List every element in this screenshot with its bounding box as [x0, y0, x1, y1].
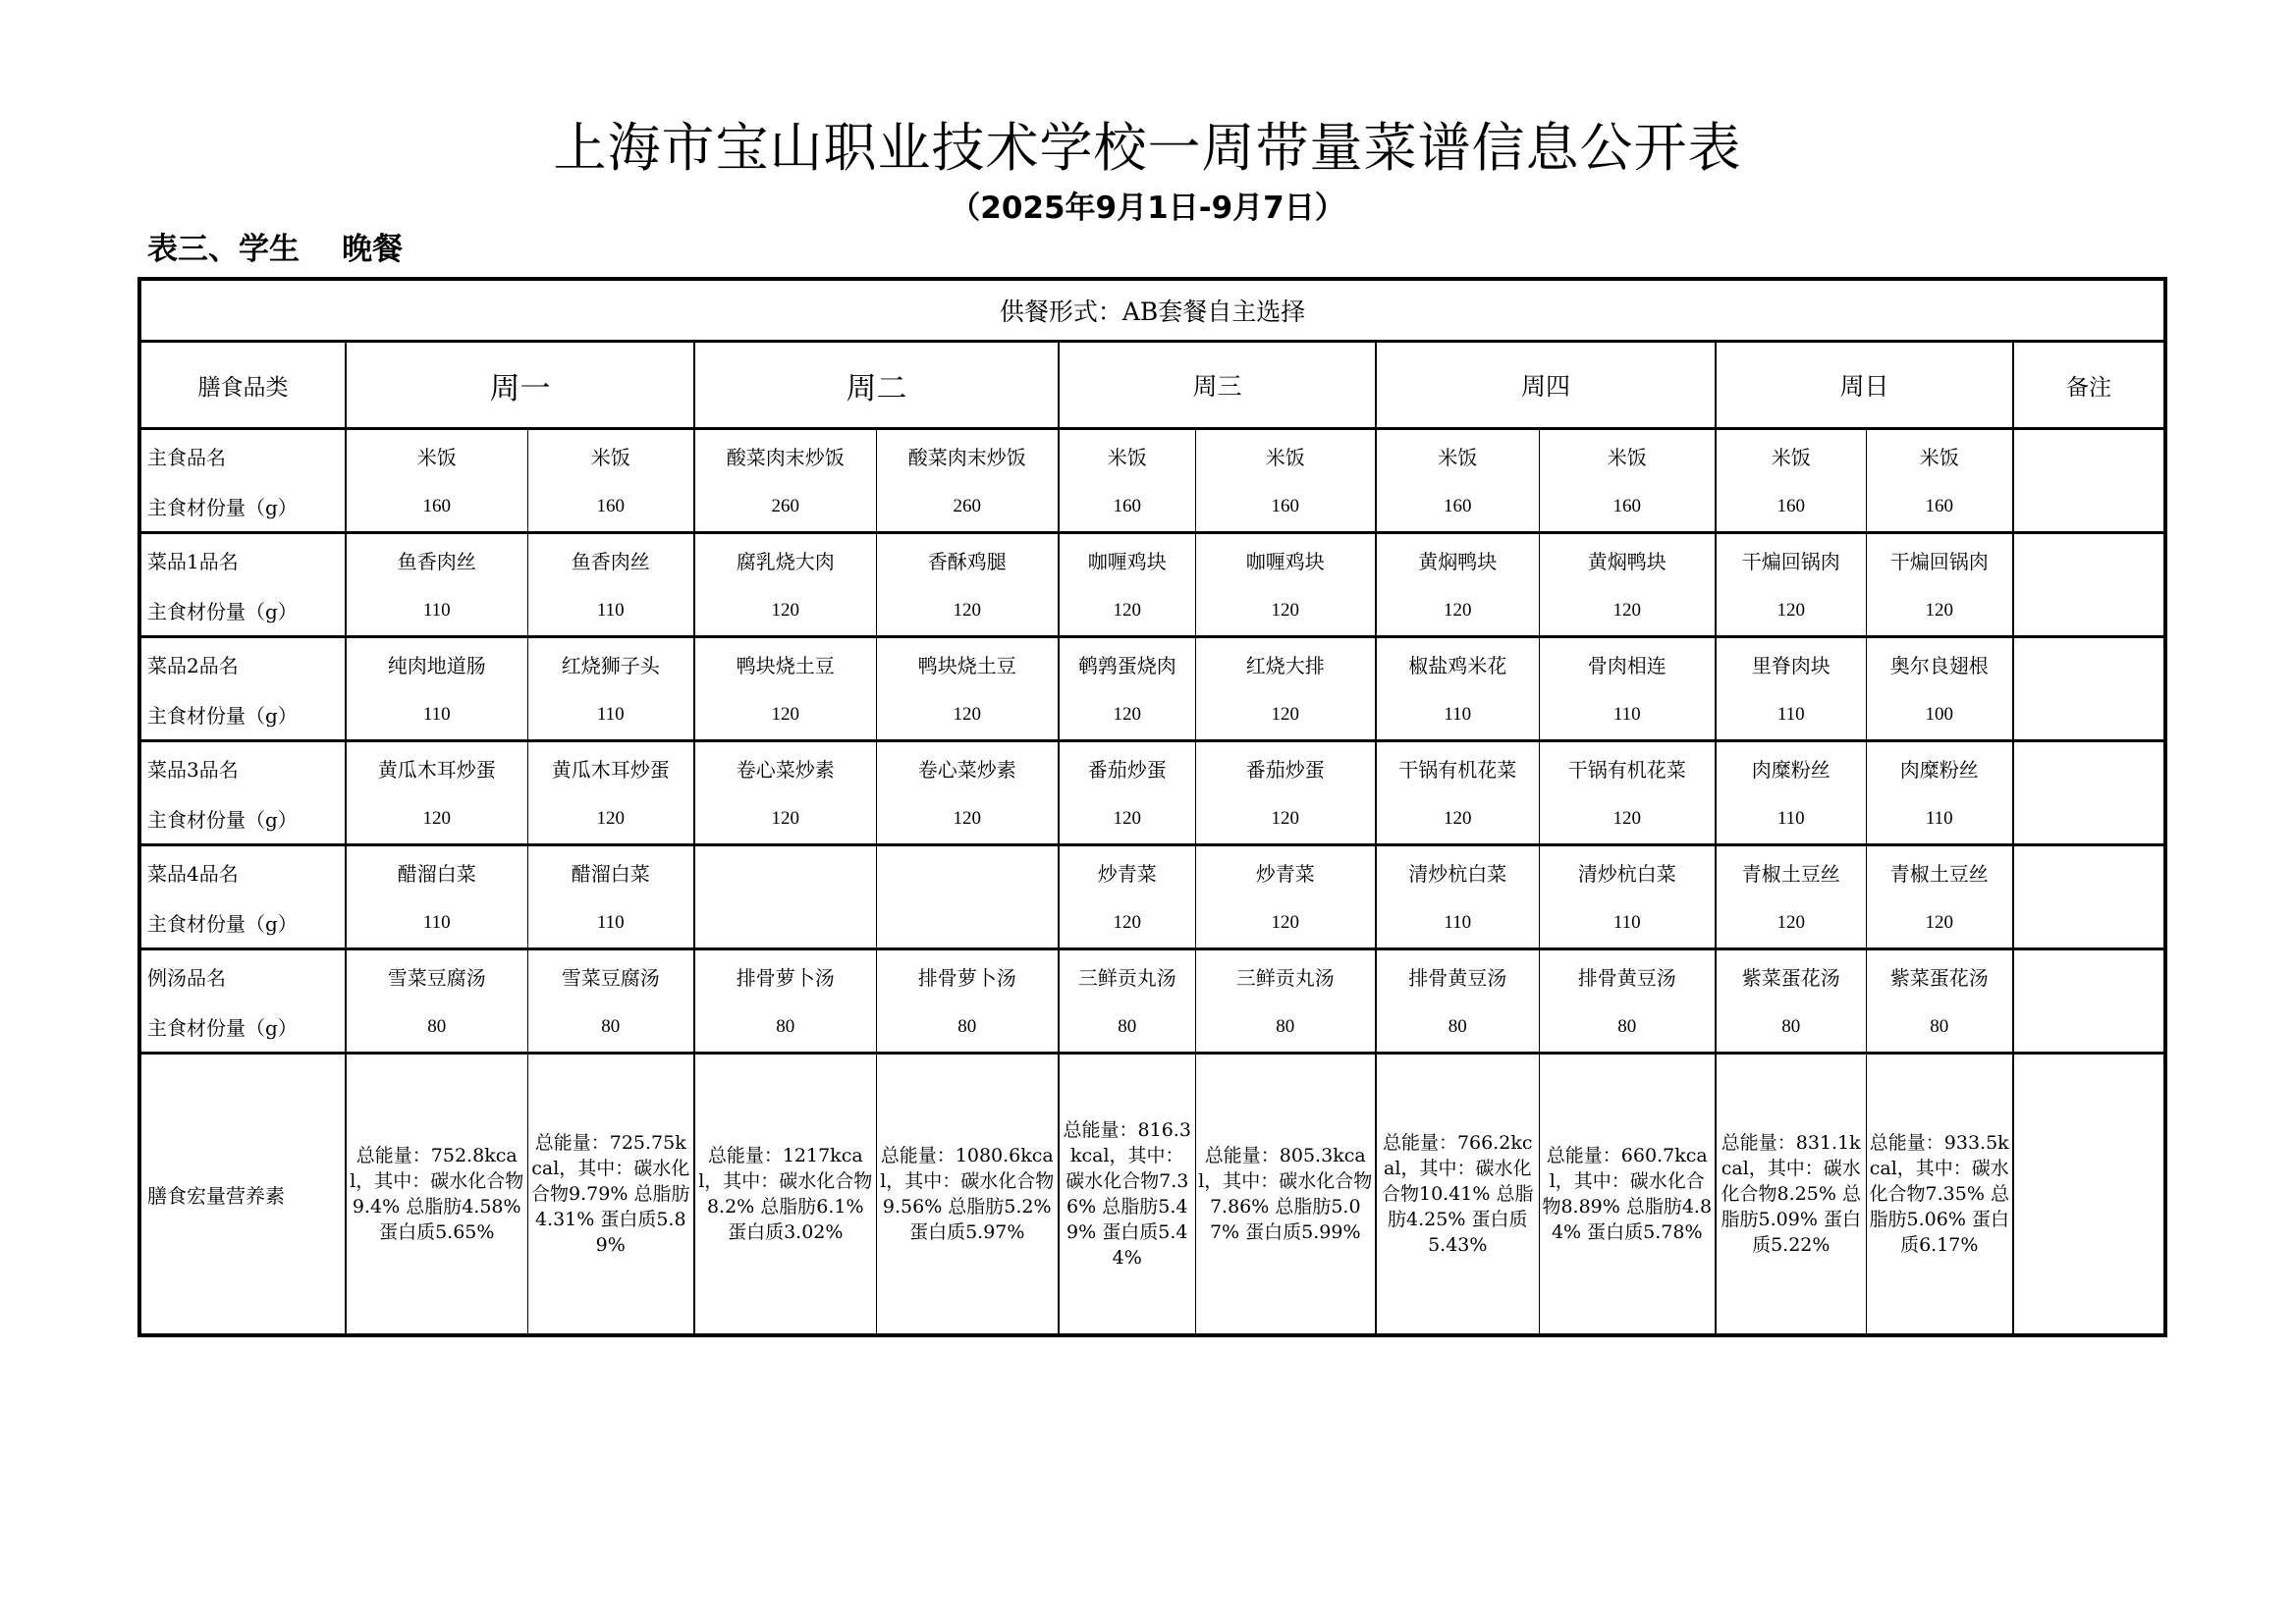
row-qty-label: 主食材份量（g）	[139, 793, 346, 845]
note-cell	[2013, 637, 2165, 741]
dish-name: 纯肉地道肠	[346, 637, 527, 690]
service-mode: 供餐形式：AB套餐自主选择	[139, 279, 2165, 342]
dish-name: 醋溜白菜	[346, 845, 527, 898]
day-header-tue: 周二	[694, 342, 1059, 429]
header-row	[139, 342, 2165, 429]
dish-name: 鸭块烧土豆	[876, 637, 1059, 690]
dish-quantity: 120	[1059, 689, 1195, 741]
dish-name	[876, 845, 1059, 898]
dish-quantity: 260	[876, 481, 1059, 533]
dish-name: 排骨黄豆汤	[1539, 949, 1716, 1002]
dish-name: 米饭	[346, 429, 527, 482]
dish-quantity: 120	[1866, 585, 2013, 637]
dish-name: 肉糜粉丝	[1866, 741, 2013, 794]
row-qty-label: 主食材份量（g）	[139, 585, 346, 637]
dish-name: 咖喱鸡块	[1059, 533, 1195, 586]
dish-quantity: 120	[1195, 689, 1376, 741]
dish-name: 排骨萝卜汤	[694, 949, 876, 1002]
dish-quantity: 110	[346, 689, 527, 741]
dish-quantity: 110	[1716, 793, 1866, 845]
nutrition-value: 总能量：752.8kcal，其中：碳水化合物9.4% 总脂肪4.58% 蛋白质5.65%	[346, 1054, 527, 1336]
dish-name: 三鲜贡丸汤	[1059, 949, 1195, 1002]
dish-name: 米饭	[1716, 429, 1866, 482]
row-name-label: 菜品4品名	[147, 861, 239, 886]
dish-name: 米饭	[1059, 429, 1195, 482]
dish-quantity: 80	[876, 1001, 1059, 1054]
nutrition-value: 总能量：1080.6kcal，其中：碳水化合物9.56% 总脂肪5.2% 蛋白质5.97%	[876, 1054, 1059, 1336]
dish-name: 清炒杭白菜	[1376, 845, 1539, 898]
dish-name: 骨肉相连	[1539, 637, 1716, 690]
dish-quantity: 110	[527, 585, 694, 637]
dish-name: 炒青菜	[1059, 845, 1195, 898]
nutrition-value: 总能量：816.3kcal，其中：碳水化合物7.36% 总脂肪5.49% 蛋白质5.44%	[1059, 1054, 1195, 1336]
dish-quantity: 160	[1376, 481, 1539, 533]
dish-name: 米饭	[1539, 429, 1716, 482]
dish-name: 排骨黄豆汤	[1376, 949, 1539, 1002]
dish-quantity: 110	[1539, 897, 1716, 949]
dish-name: 黄焖鸭块	[1376, 533, 1539, 586]
nutrition-value: 总能量：933.5kcal，其中：碳水化合物7.35% 总脂肪5.06% 蛋白质6.17%	[1866, 1054, 2013, 1336]
table-row	[139, 689, 2165, 741]
table-row	[139, 637, 2165, 690]
dish-quantity: 120	[1059, 585, 1195, 637]
dish-quantity: 120	[694, 689, 876, 741]
row-name-label: 菜品3品名	[147, 757, 239, 782]
dish-quantity: 120	[876, 689, 1059, 741]
nutrition-row	[139, 1054, 2165, 1336]
dish-quantity: 120	[527, 793, 694, 845]
dish-quantity: 120	[1376, 793, 1539, 845]
dish-quantity: 120	[1195, 897, 1376, 949]
dish-name: 青椒土豆丝	[1866, 845, 2013, 898]
dish-name: 卷心菜炒素	[876, 741, 1059, 794]
dish-quantity: 120	[694, 793, 876, 845]
dish-name: 鸭块烧土豆	[694, 637, 876, 690]
note-cell	[2013, 1054, 2165, 1336]
dish-name: 干煸回锅肉	[1716, 533, 1866, 586]
dish-name: 鹌鹑蛋烧肉	[1059, 637, 1195, 690]
dish-quantity: 120	[1195, 793, 1376, 845]
row-qty-label: 主食材份量（g）	[139, 689, 346, 741]
dish-name: 青椒土豆丝	[1716, 845, 1866, 898]
table-row	[139, 793, 2165, 845]
dish-name: 香酥鸡腿	[876, 533, 1059, 586]
dish-quantity: 160	[527, 481, 694, 533]
table-row	[139, 949, 2165, 1002]
nutrition-value: 总能量：1217kcal，其中：碳水化合物8.2% 总脂肪6.1% 蛋白质3.02%	[694, 1054, 876, 1336]
dish-name: 紫菜蛋花汤	[1866, 949, 2013, 1002]
dish-quantity: 160	[346, 481, 527, 533]
dish-name: 椒盐鸡米花	[1376, 637, 1539, 690]
dish-quantity: 80	[1195, 1001, 1376, 1054]
nutrition-value: 总能量：660.7kcal，其中：碳水化合物8.89% 总脂肪4.84% 蛋白质5.78%	[1539, 1054, 1716, 1336]
dish-quantity: 120	[694, 585, 876, 637]
dish-name: 红烧狮子头	[527, 637, 694, 690]
menu-table	[137, 277, 2167, 1337]
dish-name: 干锅有机花菜	[1539, 741, 1716, 794]
row-qty-label: 主食材份量（g）	[139, 1001, 346, 1054]
dish-quantity: 110	[527, 689, 694, 741]
dish-name: 米饭	[1866, 429, 2013, 482]
dish-quantity: 110	[1376, 897, 1539, 949]
note-cell	[2013, 741, 2165, 845]
dish-name	[694, 845, 876, 898]
dish-quantity: 120	[1539, 793, 1716, 845]
table-row	[139, 845, 2165, 898]
dish-name: 米饭	[1376, 429, 1539, 482]
dish-quantity: 120	[1059, 793, 1195, 845]
dish-quantity: 80	[1539, 1001, 1716, 1054]
dish-name: 米饭	[1195, 429, 1376, 482]
table-row	[139, 481, 2165, 533]
dish-quantity: 80	[1059, 1001, 1195, 1054]
nutrition-value: 总能量：725.75kcal，其中：碳水化合物9.79% 总脂肪4.31% 蛋白质5.89%	[527, 1054, 694, 1336]
dish-quantity: 80	[1376, 1001, 1539, 1054]
row-name-label: 菜品2品名	[147, 653, 239, 677]
day-header-thu: 周四	[1376, 342, 1716, 429]
dish-quantity: 80	[694, 1001, 876, 1054]
dish-name: 里脊肉块	[1716, 637, 1866, 690]
dish-quantity: 80	[1716, 1001, 1866, 1054]
note-cell	[2013, 845, 2165, 949]
table-row	[139, 429, 2165, 482]
dish-quantity: 120	[1716, 897, 1866, 949]
table-row	[139, 1001, 2165, 1054]
dish-name: 黄瓜木耳炒蛋	[527, 741, 694, 794]
dish-quantity: 120	[1059, 897, 1195, 949]
dish-name: 腐乳烧大肉	[694, 533, 876, 586]
dish-name: 雪菜豆腐汤	[527, 949, 694, 1002]
dish-name: 黄焖鸭块	[1539, 533, 1716, 586]
dish-name: 咖喱鸡块	[1195, 533, 1376, 586]
dish-quantity: 260	[694, 481, 876, 533]
table-row	[139, 741, 2165, 794]
dish-quantity: 110	[527, 897, 694, 949]
dish-name: 红烧大排	[1195, 637, 1376, 690]
dish-quantity	[694, 897, 876, 949]
dish-quantity: 160	[1059, 481, 1195, 533]
dish-quantity: 110	[346, 897, 527, 949]
table-row	[139, 533, 2165, 586]
dish-name: 米饭	[527, 429, 694, 482]
dish-name: 干煸回锅肉	[1866, 533, 2013, 586]
dish-quantity: 160	[1716, 481, 1866, 533]
dish-name: 三鲜贡丸汤	[1195, 949, 1376, 1002]
dish-quantity: 100	[1866, 689, 2013, 741]
row-name-label: 主食品名	[147, 445, 226, 469]
dish-name: 黄瓜木耳炒蛋	[346, 741, 527, 794]
table-label: 表三、学生 晚餐	[147, 232, 404, 267]
dish-quantity: 120	[346, 793, 527, 845]
dish-quantity: 120	[876, 585, 1059, 637]
dish-name: 鱼香肉丝	[346, 533, 527, 586]
table-row	[139, 897, 2165, 949]
nutrition-value: 总能量：766.2kcal，其中：碳水化合物10.41% 总脂肪4.25% 蛋白质5.43%	[1376, 1054, 1539, 1336]
dish-name: 肉糜粉丝	[1716, 741, 1866, 794]
dish-quantity: 120	[876, 793, 1059, 845]
dish-quantity: 120	[1195, 585, 1376, 637]
dish-name: 紫菜蛋花汤	[1716, 949, 1866, 1002]
date-range: （2025年9月1日-9月7日）	[950, 190, 1345, 226]
row-name-label: 例汤品名	[147, 965, 226, 990]
dish-quantity: 160	[1866, 481, 2013, 533]
dish-quantity: 120	[1866, 897, 2013, 949]
category-header: 膳食品类	[139, 342, 346, 429]
page-title: 上海市宝山职业技术学校一周带量菜谱信息公开表	[553, 117, 1742, 179]
nutrition-value: 总能量：831.1kcal，其中：碳水化合物8.25% 总脂肪5.09% 蛋白质5.22%	[1716, 1054, 1866, 1336]
dish-quantity: 110	[1716, 689, 1866, 741]
dish-quantity: 110	[1376, 689, 1539, 741]
row-name-label: 菜品1品名	[147, 549, 239, 573]
dish-quantity: 160	[1195, 481, 1376, 533]
dish-name: 干锅有机花菜	[1376, 741, 1539, 794]
day-header-sun: 周日	[1716, 342, 2013, 429]
dish-name: 酸菜肉末炒饭	[876, 429, 1059, 482]
note-cell	[2013, 533, 2165, 637]
dish-quantity: 120	[1376, 585, 1539, 637]
dish-quantity: 80	[1866, 1001, 2013, 1054]
dish-quantity: 120	[1539, 585, 1716, 637]
dish-quantity: 80	[527, 1001, 694, 1054]
dish-quantity: 110	[346, 585, 527, 637]
dish-name: 番茄炒蛋	[1195, 741, 1376, 794]
row-qty-label: 主食材份量（g）	[139, 481, 346, 533]
dish-name: 奥尔良翅根	[1866, 637, 2013, 690]
dish-name: 清炒杭白菜	[1539, 845, 1716, 898]
row-qty-label: 主食材份量（g）	[139, 897, 346, 949]
dish-quantity: 110	[1539, 689, 1716, 741]
dish-name: 炒青菜	[1195, 845, 1376, 898]
table-row	[139, 585, 2165, 637]
dish-name: 番茄炒蛋	[1059, 741, 1195, 794]
dish-name: 卷心菜炒素	[694, 741, 876, 794]
dish-name: 醋溜白菜	[527, 845, 694, 898]
dish-name: 鱼香肉丝	[527, 533, 694, 586]
day-header-wed: 周三	[1059, 342, 1376, 429]
dish-quantity: 160	[1539, 481, 1716, 533]
dish-name: 雪菜豆腐汤	[346, 949, 527, 1002]
nutrition-label: 膳食宏量营养素	[147, 1183, 285, 1208]
dish-name: 排骨萝卜汤	[876, 949, 1059, 1002]
note-header: 备注	[2013, 342, 2165, 429]
dish-quantity: 80	[346, 1001, 527, 1054]
dish-quantity	[876, 897, 1059, 949]
note-cell	[2013, 949, 2165, 1054]
note-cell	[2013, 429, 2165, 533]
nutrition-value: 总能量：805.3kcal，其中：碳水化合物7.86% 总脂肪5.07% 蛋白质5.99%	[1195, 1054, 1376, 1336]
dish-quantity: 110	[1866, 793, 2013, 845]
day-header-mon: 周一	[346, 342, 694, 429]
dish-quantity: 120	[1716, 585, 1866, 637]
dish-name: 酸菜肉末炒饭	[694, 429, 876, 482]
